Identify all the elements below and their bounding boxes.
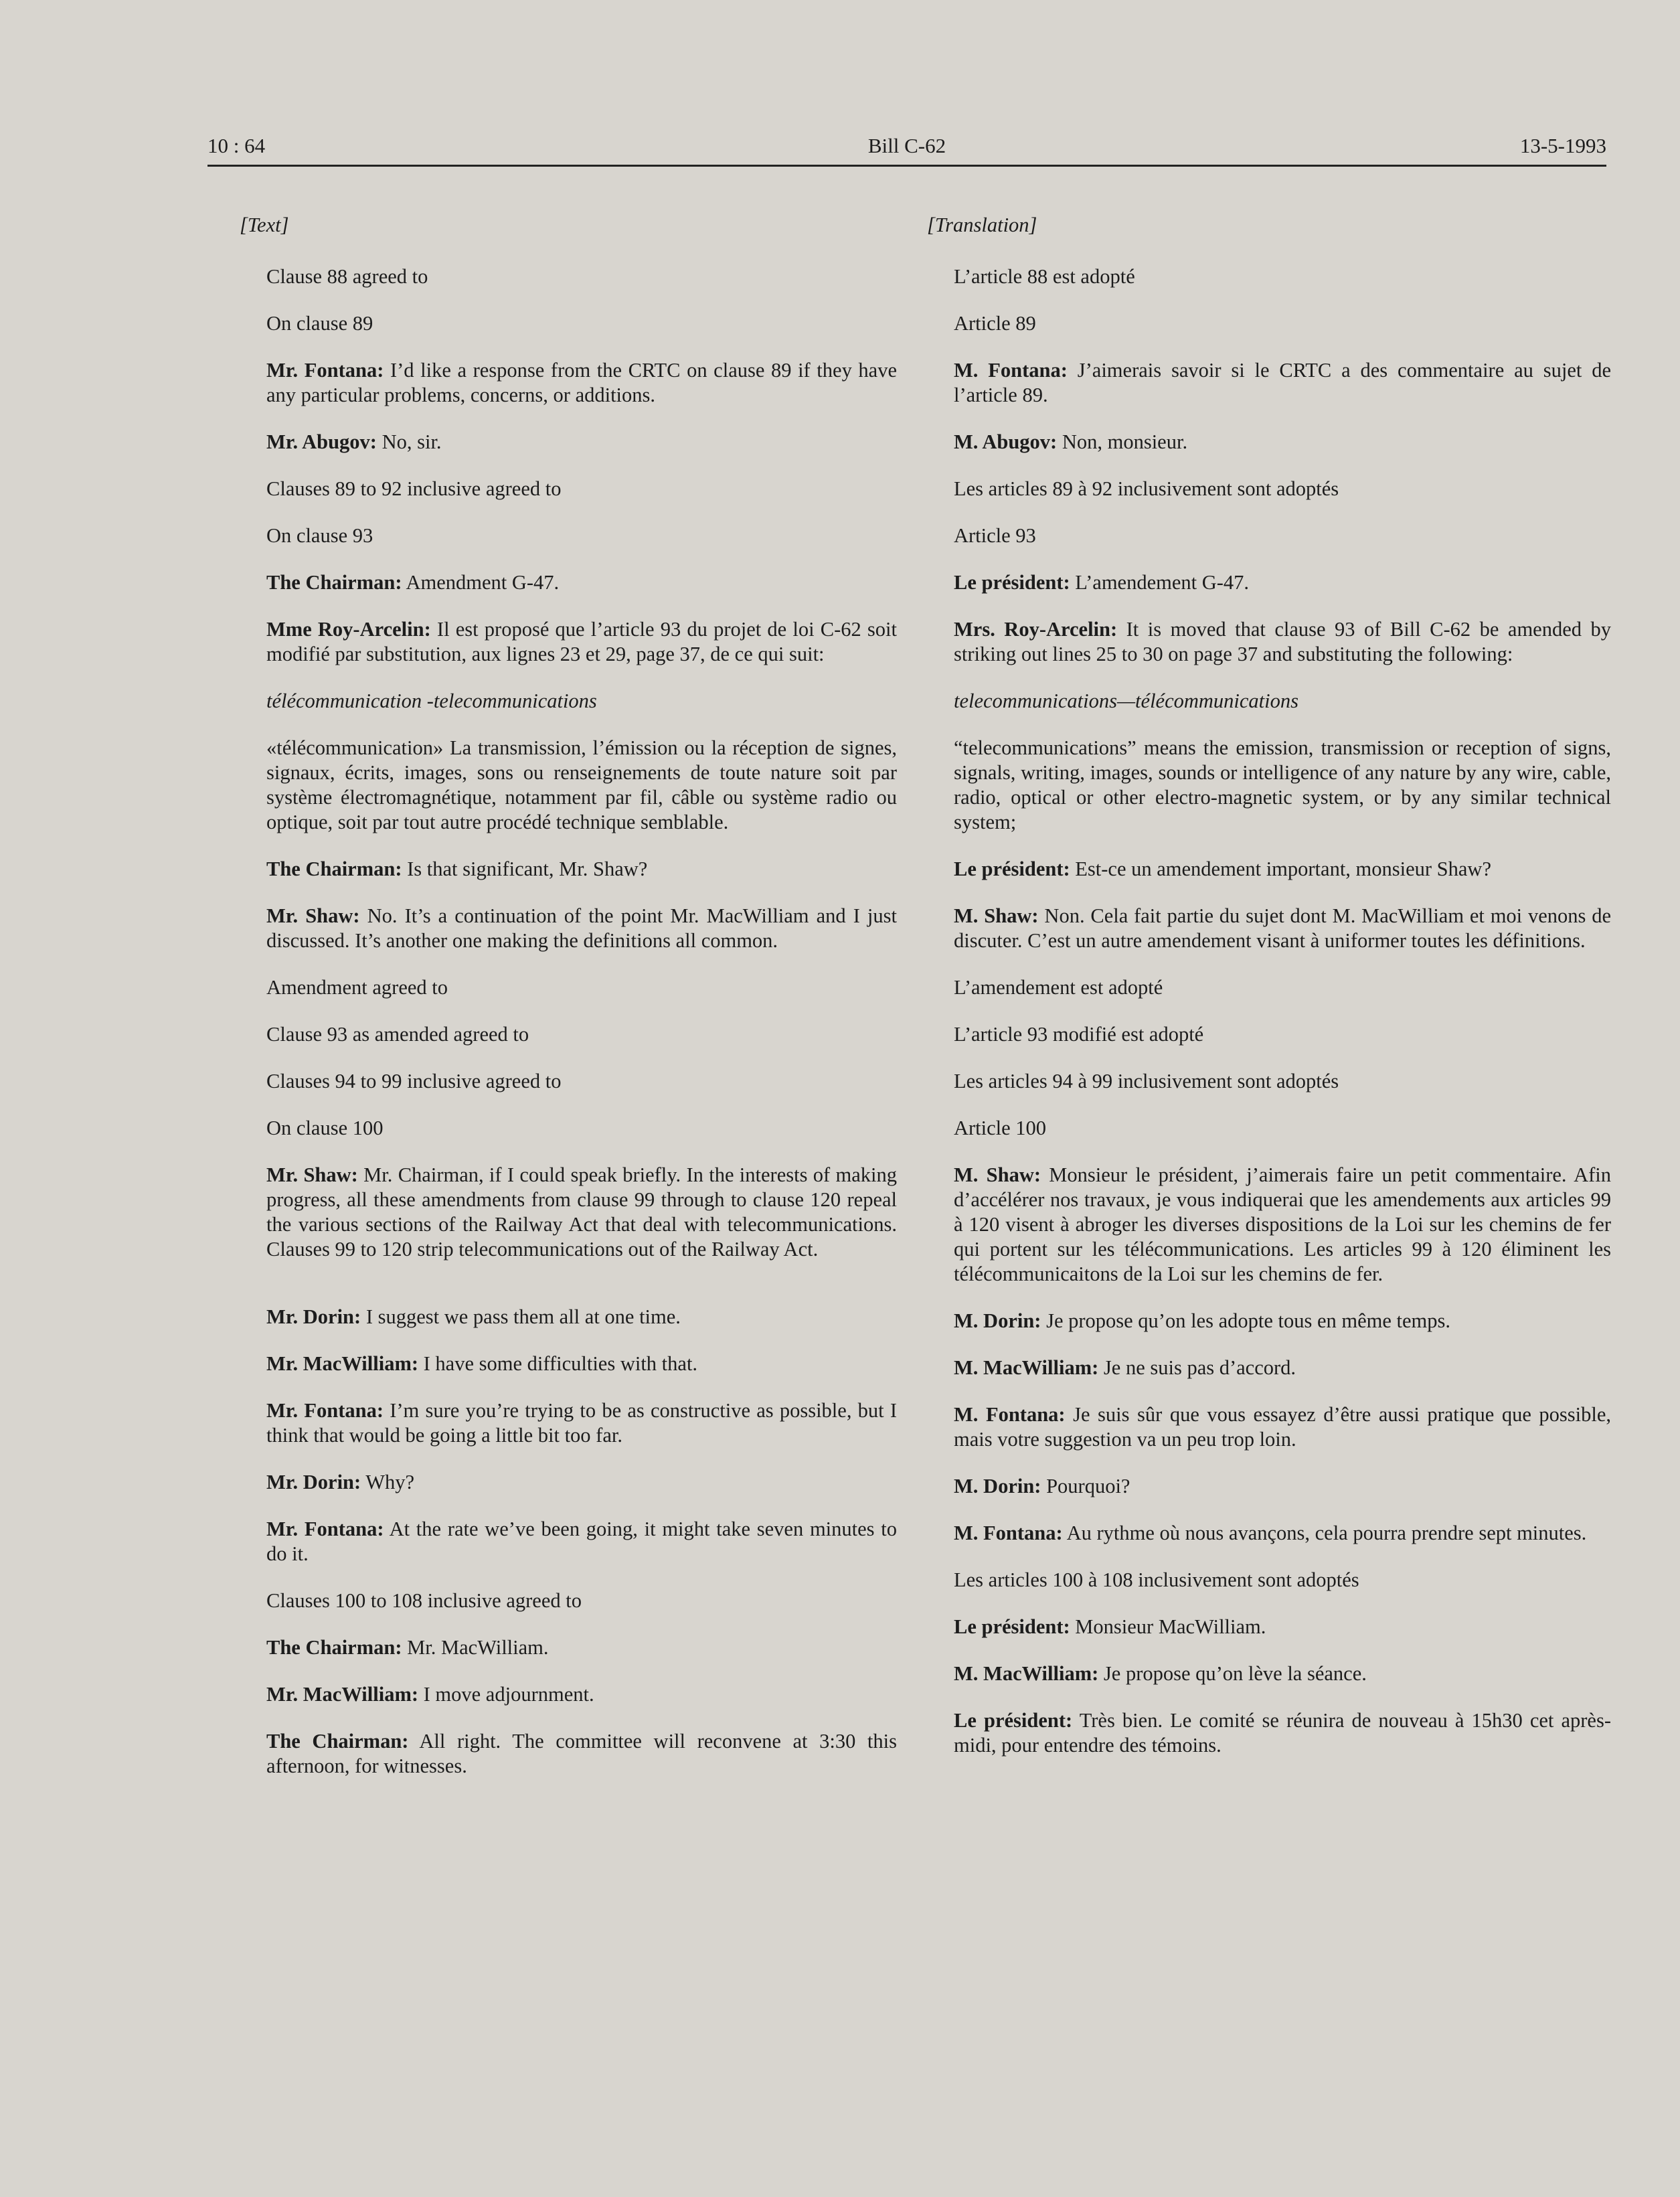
speech-paragraph (240, 1398, 897, 1448)
speaker-name: Mr. Fontana: (266, 359, 384, 382)
speech-paragraph (240, 1470, 897, 1495)
proceeding-line: Clauses 100 to 108 inclusive agreed to (266, 1589, 582, 1612)
speech-text: I’m sure you’re trying to be as constructive as possible, but I think that would be going a little bit too far. (266, 1399, 898, 1447)
speaker-name: Le président: (954, 1709, 1073, 1732)
speaker-name: M. Abugov: (954, 430, 1058, 453)
proceeding-line: Les articles 89 à 92 inclusivement sont adoptés (954, 477, 1339, 500)
speech-paragraph (927, 1309, 1611, 1333)
paragraph: Article 93 (954, 524, 1036, 547)
speech-text: Amendment G-47. (402, 571, 560, 594)
proceeding-line: Les articles 100 à 108 inclusivement sont adoptés (954, 1568, 1359, 1591)
bill-title: Bill C-62 (867, 134, 946, 157)
speaker-name: M. MacWilliam: (954, 1662, 1099, 1685)
speech-text: Non. Cela fait partie du sujet dont M. MacWilliam et moi venons de discuter. C’est un autre amendement visant à uniformer toutes les définitions. (954, 904, 1611, 952)
speech-text: Monsieur MacWilliam. (1070, 1615, 1266, 1638)
speech-text: Il est proposé que l’article 93 du projet de loi C-62 soit modifié par substitution, aux lignes 23 et 29, page 37, de ce qui suit: (266, 618, 897, 665)
speech-paragraph (927, 358, 1611, 408)
sitting-date: 13-5-1993 (1519, 134, 1606, 157)
speech-paragraph (927, 904, 1611, 953)
proceeding-line: Clauses 94 to 99 inclusive agreed to (266, 1070, 562, 1092)
speech-text: Mr. Chairman, if I could speak briefly. In the interests of making progress, all these amendments from clause 99 through to clause 120 repeal the various sections of the Railway Act that deal with telecommunications. Clauses 99 to 120 strip telecommunications out of the Railway Act. (266, 1163, 897, 1260)
speaker-name: M. Shaw: (954, 904, 1039, 927)
speech-text: L’amendement G-47. (1070, 571, 1250, 594)
speaker-name: M. Dorin: (954, 1475, 1041, 1497)
speaker-name: Le président: (954, 858, 1070, 880)
proceeding-line: Clause 88 agreed to (266, 265, 428, 288)
speaker-name: Mr. Fontana: (266, 1518, 384, 1540)
speech-text: No. It’s a continuation of the point Mr. MacWilliam and I just discussed. It’s another one making the definitions all common. (266, 904, 897, 952)
speech-text: Je suis sûr que vous essayez d’être aussi pratique que possible, mais votre suggestion va un peu trop loin. (954, 1403, 1611, 1451)
speaker-name: Mr. Dorin: (266, 1305, 361, 1328)
proceeding-line: Clause 93 as amended agreed to (266, 1023, 529, 1046)
english-column (240, 213, 897, 1801)
speech-text: Mr. MacWilliam. (402, 1636, 549, 1659)
french-column (927, 213, 1611, 1780)
speech-paragraph (927, 1402, 1611, 1452)
speaker-name: The Chairman: (266, 858, 402, 880)
speaker-name: Mrs. Roy-Arcelin: (954, 618, 1118, 641)
speech-paragraph (240, 904, 897, 953)
speech-text: Monsieur le président, j’aimerais faire un petit commentaire. Afin d’accélérer nos travaux, je vous indiquerai que les amendements aux articles 99 à 120 visent à abroger les diverses dispositions de la Loi sur les chemins de fer qui portent sur les télécommunications. Les articles 99 à 120 éliminent les télécommunicaitons de la Loi sur les chemins de fer. (954, 1163, 1612, 1285)
speech-paragraph (240, 617, 897, 667)
paragraph: On clause 93 (266, 524, 373, 547)
speech-paragraph (927, 1615, 1611, 1639)
speech-paragraph (927, 857, 1611, 882)
definition-heading: telecommunications—télécommunications (954, 689, 1299, 712)
speaker-name: The Chairman: (266, 1730, 409, 1753)
speech-text: Très bien. Le comité se réunira de nouveau à 15h30 cet après-midi, pour entendre des témoins. (954, 1709, 1611, 1757)
speech-paragraph (927, 617, 1611, 667)
paragraph: Article 89 (954, 312, 1036, 335)
speaker-name: The Chairman: (266, 571, 402, 594)
proceeding-line: Clauses 89 to 92 inclusive agreed to (266, 477, 562, 500)
speech-text: At the rate we’ve been going, it might take seven minutes to do it. (266, 1518, 897, 1565)
proceeding-line: L’amendement est adopté (954, 976, 1163, 999)
speech-text: Au rythme où nous avançons, cela pourra prendre sept minutes. (1062, 1522, 1587, 1544)
speech-text: It is moved that clause 93 of Bill C-62 be amended by striking out lines 25 to 30 on page 37 and substituting the following: (954, 618, 1611, 665)
speaker-name: M. MacWilliam: (954, 1356, 1099, 1379)
speaker-name: Mme Roy-Arcelin: (266, 618, 431, 641)
speaker-name: Mr. Fontana: (266, 1399, 384, 1422)
speech-text: Je propose qu’on lève la séance. (1098, 1662, 1367, 1685)
speech-paragraph (240, 1729, 897, 1779)
speech-paragraph (240, 1682, 897, 1707)
speech-paragraph (927, 570, 1611, 595)
speaker-name: M. Fontana: (954, 359, 1068, 382)
speech-paragraph (240, 857, 897, 882)
speaker-name: Mr. Abugov: (266, 430, 377, 453)
speech-paragraph (927, 430, 1611, 455)
page-header (207, 134, 1606, 167)
translation-tag: [Text] (240, 214, 289, 236)
paragraph: On clause 89 (266, 312, 373, 335)
proceeding-line: L’article 93 modifié est adopté (954, 1023, 1204, 1046)
definition-heading: télécommunication -telecommunications (266, 689, 597, 712)
translation-tag: [Translation] (927, 214, 1037, 236)
speaker-name: M. Dorin: (954, 1309, 1041, 1332)
speaker-name: Mr. Dorin: (266, 1471, 361, 1493)
speaker-name: M. Fontana: (954, 1403, 1066, 1426)
speaker-name: Mr. Shaw: (266, 904, 360, 927)
speech-text: I’d like a response from the CRTC on clause 89 if they have any particular problems, concerns, or additions. (266, 359, 897, 406)
paragraph: On clause 100 (266, 1117, 384, 1139)
speech-text: Why? (361, 1471, 415, 1493)
speech-text: I move adjournment. (418, 1683, 594, 1706)
speech-paragraph (927, 1708, 1611, 1758)
speech-paragraph (927, 1521, 1611, 1546)
speech-paragraph (927, 1474, 1611, 1499)
paragraph: «télécommunication» La transmission, l’émission ou la réception de signes, signaux, écrits, images, sons ou renseignements de toute nature soit par système électromagnétique, notamment par fil, câble ou système radio ou optique, soit par tout autre procédé technique semblable. (266, 736, 897, 833)
speaker-name: The Chairman: (266, 1636, 402, 1659)
proceeding-line: L’article 88 est adopté (954, 265, 1135, 288)
proceeding-line: Amendment agreed to (266, 976, 448, 999)
speech-paragraph (240, 1305, 897, 1329)
speech-text: Est-ce un amendement important, monsieur Shaw? (1070, 858, 1491, 880)
speech-paragraph (240, 570, 897, 595)
speech-text: J’aimerais savoir si le CRTC a des commentaire au sujet de l’article 89. (954, 359, 1611, 406)
paragraph: “telecommunications” means the emission, transmission or reception of signs, signals, writing, images, sounds or intelligence of any nature by any wire, cable, radio, optical or other electro-magnetic system, or by any similar technical system; (954, 736, 1611, 833)
speech-paragraph (240, 430, 897, 455)
speech-text: No, sir. (376, 430, 442, 453)
speaker-name: Le président: (954, 1615, 1070, 1638)
speech-paragraph (927, 1661, 1611, 1686)
speaker-name: Le président: (954, 571, 1070, 594)
proceeding-line: Les articles 94 à 99 inclusivement sont adoptés (954, 1070, 1339, 1092)
speaker-name: Mr. MacWilliam: (266, 1683, 419, 1706)
speech-text: I suggest we pass them all at one time. (361, 1305, 681, 1328)
speaker-name: M. Fontana: (954, 1522, 1063, 1544)
speech-text: Je ne suis pas d’accord. (1098, 1356, 1296, 1379)
speech-text: I have some difficulties with that. (418, 1352, 698, 1375)
paragraph: Article 100 (954, 1117, 1047, 1139)
page-number: 10 : 64 (207, 134, 266, 157)
speech-paragraph (240, 358, 897, 408)
speech-text: Pourquoi? (1041, 1475, 1130, 1497)
speech-text: Is that significant, Mr. Shaw? (402, 858, 648, 880)
speech-text: Je propose qu’on les adopte tous en même temps. (1041, 1309, 1451, 1332)
speaker-name: M. Shaw: (954, 1163, 1041, 1186)
speech-paragraph (927, 1356, 1611, 1380)
speech-paragraph (927, 1163, 1611, 1287)
speech-paragraph (240, 1635, 897, 1660)
speech-text: Non, monsieur. (1057, 430, 1188, 453)
speech-paragraph (240, 1517, 897, 1566)
speech-paragraph (240, 1163, 897, 1262)
speech-text: All right. The committee will reconvene at 3:30 this afternoon, for witnesses. (266, 1730, 897, 1777)
speaker-name: Mr. Shaw: (266, 1163, 358, 1186)
speech-paragraph (240, 1352, 897, 1376)
speaker-name: Mr. MacWilliam: (266, 1352, 419, 1375)
